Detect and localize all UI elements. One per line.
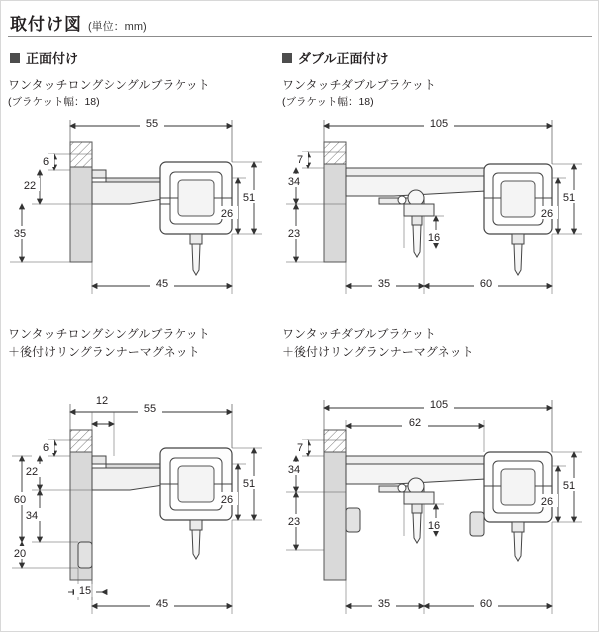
dim-6-d3: 6 [42,442,50,454]
dim-45: 45 [155,278,169,290]
dim-15: 15 [78,585,92,597]
dim-26-d2: 26 [540,208,554,220]
dim-26-d4: 26 [540,496,554,508]
dim-55-top-d3: 55 [143,403,157,415]
dim-34-d3: 34 [25,510,39,522]
dim-12: 12 [95,395,109,407]
dim-51: 51 [242,192,256,204]
dim-60-bottom-d4: 60 [479,598,493,610]
dim-51-d4: 51 [562,480,576,492]
dim-23-d4: 23 [287,516,301,528]
section-heading-double-front [282,48,388,67]
dim-26: 26 [220,208,234,220]
dim-26-d3: 26 [220,494,234,506]
diagram-double-bracket-front [284,112,594,312]
square-bullet-icon [10,53,20,63]
dim-23: 23 [287,228,301,240]
diagram-single-bracket-front [10,112,276,312]
dim-35-bottom: 35 [377,278,391,290]
section-heading-double-front-label: ダブル正面付け [298,51,389,66]
subnote-double-bracket: (ブラケット幅：18) [282,96,374,108]
square-bullet-icon [282,53,292,63]
dim-34-d4: 34 [287,464,301,476]
section-heading-front-label: 正面付け [26,51,79,66]
dim-45-d3: 45 [155,598,169,610]
diagram-double-bracket-magnet [284,390,594,625]
header-divider [8,36,592,37]
dim-35-bottom-d4: 35 [377,598,391,610]
dim-62: 62 [408,417,422,429]
dim-51-d3: 51 [242,478,256,490]
subtitle-double-magnet-line1: ワンタッチダブルブラケット [282,327,436,341]
dim-22: 22 [23,180,37,192]
page-title: 取付け図 [10,15,82,34]
dim-105-top-d4: 105 [429,399,449,411]
dim-7: 7 [296,154,304,166]
subtitle-single-magnet-line1: ワンタッチロングシングルブラケット [8,327,210,341]
dim-16: 16 [427,232,441,244]
dim-6: 6 [42,156,50,168]
page-header [10,10,147,35]
dim-16-d4: 16 [427,520,441,532]
subtitle-double-magnet-line2: ＋後付けリングランナーマグネット [282,345,474,359]
dim-22-d3: 22 [25,466,39,478]
dim-7-d4: 7 [296,442,304,454]
diagram-single-bracket-magnet [10,390,276,625]
dim-105-top: 105 [429,118,449,130]
section-heading-front [10,48,78,67]
subtitle-single-magnet-line2: ＋後付けリングランナーマグネット [8,345,200,359]
dim-60-bottom: 60 [479,278,493,290]
subnote-single-bracket: (ブラケット幅：18) [8,96,100,108]
subtitle-double-bracket: ワンタッチダブルブラケット [282,78,436,92]
dim-51-d2: 51 [562,192,576,204]
dim-20: 20 [13,548,27,560]
dim-35: 35 [13,228,27,240]
subtitle-single-bracket: ワンタッチロングシングルブラケット [8,78,210,92]
dim-34: 34 [287,176,301,188]
dim-55-top: 55 [145,118,159,130]
dim-60-left: 60 [13,494,27,506]
unit-note: (単位：mm) [88,21,147,33]
